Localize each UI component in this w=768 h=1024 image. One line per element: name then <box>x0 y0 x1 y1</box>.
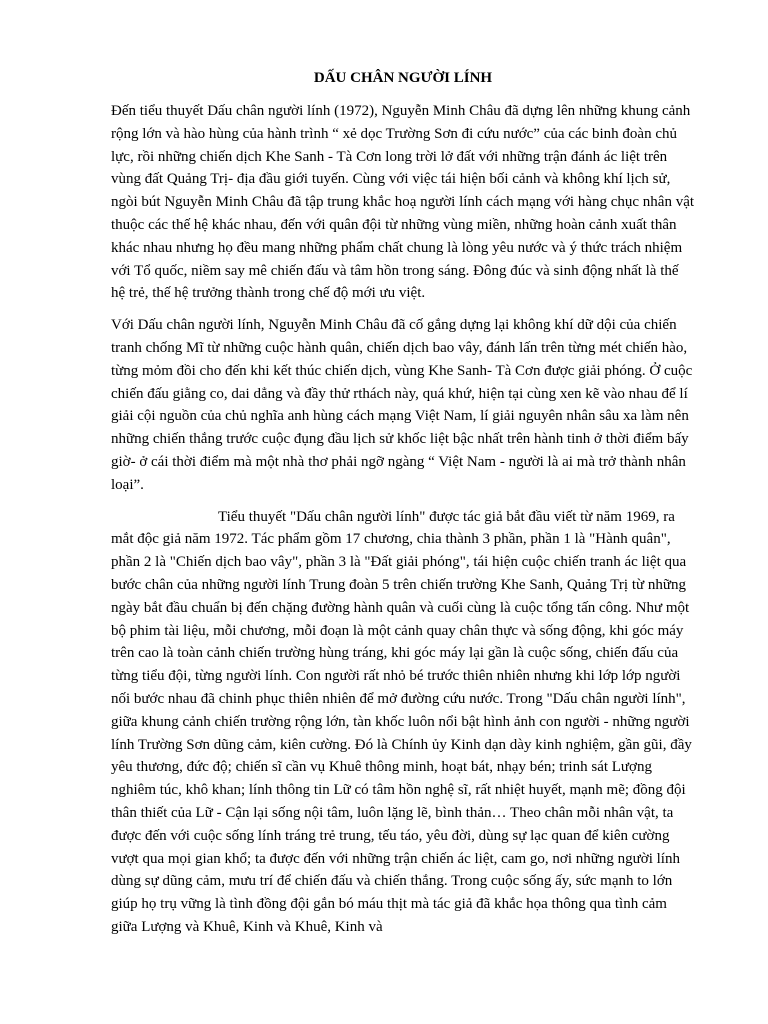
paragraph-2: Với Dấu chân người lính, Nguyễn Minh Châu đã cố gắng dựng lại không khí dữ dội của chiến tranh chống Mĩ từ những cuộc hành quân, chiến dịch bao vây, đánh lấn trên từng mét chiến hào, từng mỏm đồi cho đến khi kết thúc chiến dịch, vùng Khe Sanh- Tà Cơn được giải phóng. Ở cuộc chiến đấu giằng co, dai dẳng và đầy thử rthách này, quá khứ, hiện tại cùng xen kẽ vào nhau để lí giải cội nguồn của chủ nghĩa anh hùng cách mạng Việt Nam, lí giải nguyên nhân sâu xa làm nên những chiến thắng trước cuộc đụng đầu lịch sử khốc liệt bậc nhất trên hành tinh ở thời điểm bấy giờ- ở cái thời điểm mà một nhà thơ phải ngỡ ngàng “ Việt Nam - người là ai mà trở thành nhân loại”. <box>111 317 693 493</box>
document-title: DẤU CHÂN NGƯỜI LÍNH <box>313 70 493 86</box>
paragraph-1: Đến tiểu thuyết Dấu chân người lính (1972), Nguyễn Minh Châu đã dựng lên những khung cảnh rộng lớn và hào hùng của hành trình “ xẻ dọc Trường Sơn đi cứu nước” của các binh đoàn chủ lực, rồi những chiến dịch Khe Sanh - Tà Cơn long trời lở đất với những trận đánh ác liệt trên vùng đất Quảng Trị- địa đầu giới tuyến. Cùng với việc tái hiện bối cảnh và không khí lịch sử, ngòi bút Nguyễn Minh Châu đã tập trung khắc hoạ người lính cách mạng với hàng chục nhân vật thuộc các thế hệ khác nhau, đến với quân đội từ những vùng miền, những hoàn cảnh xuất thân khác nhau nhưng họ đều mang những phẩm chất chung là lòng yêu nước và ý thức trách nhiệm với Tổ quốc, niềm say mê chiến đấu và tâm hồn trong sáng. Đông đúc và sinh động nhất là thế hệ trẻ, thế hệ trưởng thành trong chế độ mới ưu việt. <box>111 103 695 302</box>
paragraph-3: Tiểu thuyết "Dấu chân người lính" được tác giả bắt đầu viết từ năm 1969, ra mắt độc giả năm 1972. Tác phẩm gồm 17 chương, chia thành 3 phần, phần 1 là "Hành quân", phần 2 là "Chiến dịch bao vây", phần 3 là "Đất giải phóng", tái hiện cuộc chiến tranh ác liệt qua bước chân của những người lính Trung đoàn 5 trên chiến trường Khe Sanh, Quảng Trị từ những ngày bắt đầu chuẩn bị đến chặng đường hành quân và cuối cùng là cuộc tổng tấn công. Như một bộ phim tài liệu, mỗi chương, mỗi đoạn là một cảnh quay chân thực và sống động, khi góc máy trên cao là toàn cảnh chiến trường hùng tráng, khi góc máy lại gần là cuộc sống, chiến đấu của từng tiểu đội, từng người lính. Con người rất nhỏ bé trước thiên nhiên nhưng khi lớp lớp người nối bước nhau đã chinh phục thiên nhiên để mở đường cứu nước. Trong "Dấu chân người lính", giữa khung cảnh chiến trường rộng lớn, tàn khốc luôn nổi bật hình ảnh con người - những người lính Trường Sơn dũng cảm, kiên cường. Đó là Chính ủy Kinh dạn dày kinh nghiệm, gần gũi, đầy yêu thương, đức độ; chiến sĩ cần vụ Khuê thông minh, hoạt bát, nhạy bén; trinh sát Lượng nghiêm túc, khô khan; lính thông tin Lữ có tâm hồn nghệ sĩ, rất nhiệt huyết, mạnh mẽ; đồng đội thân thiết của Lữ - Cận lại sống nội tâm, luôn lặng lẽ, bình thản… Theo chân mỗi nhân vật, ta được đến với cuộc sống lính tráng trẻ trung, tếu táo, yêu đời, dùng sự lạc quan để kiên cường vượt qua mọi gian khổ; ta được đến với những trận chiến ác liệt, cam go, nơi những người lính dùng sự dũng cảm, mưu trí để chiến đấu và chiến thắng. Trong cuộc sống ấy, sức mạnh to lớn giúp họ trụ vững là tình đồng đội gắn bó máu thịt mà tác giả đã khắc họa thông qua tình cảm giữa Lượng và Khuê, Kinh và Khuê, Kinh và <box>111 508 692 935</box>
document-page <box>111 66 695 948</box>
